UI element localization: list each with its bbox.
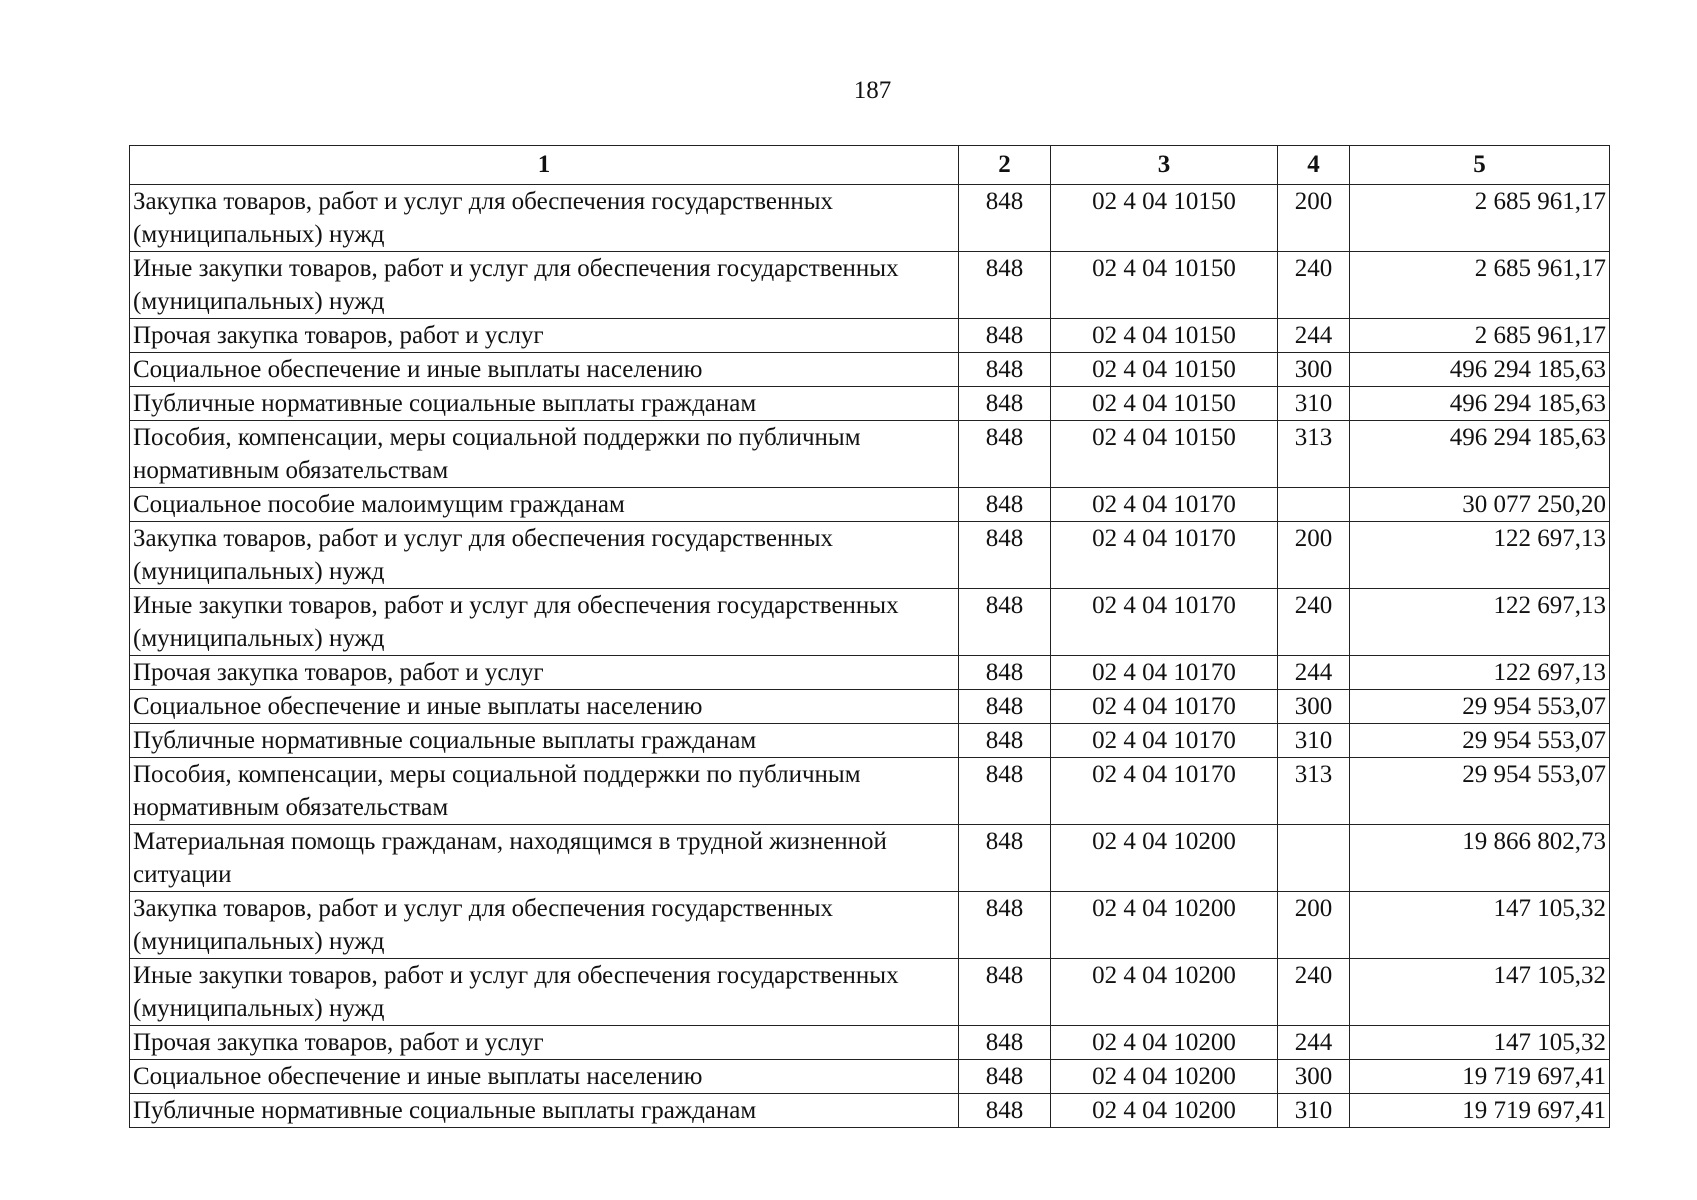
row-name-cell: Иные закупки товаров, работ и услуг для обеспечения государственных (муниципальных) нужд xyxy=(130,589,959,656)
row-amount-cell: 122 697,13 xyxy=(1350,656,1610,690)
row-name-cell: Прочая закупка товаров, работ и услуг xyxy=(130,319,959,353)
row-csr-cell: 02 4 04 10150 xyxy=(1051,421,1278,488)
row-name-cell: Пособия, компенсации, меры социальной поддержки по публичным нормативным обязательствам xyxy=(130,758,959,825)
row-csr-cell: 02 4 04 10150 xyxy=(1051,353,1278,387)
row-name-cell: Публичные нормативные социальные выплаты гражданам xyxy=(130,387,959,421)
row-code-cell: 848 xyxy=(959,758,1051,825)
budget-table xyxy=(129,145,1610,1128)
table-row xyxy=(130,421,1610,488)
row-code-cell: 848 xyxy=(959,387,1051,421)
row-name-cell: Иные закупки товаров, работ и услуг для обеспечения государственных (муниципальных) нужд xyxy=(130,252,959,319)
row-name-cell: Закупка товаров, работ и услуг для обеспечения государственных (муниципальных) нужд xyxy=(130,892,959,959)
row-amount-cell: 19 719 697,41 xyxy=(1350,1094,1610,1128)
table-row xyxy=(130,589,1610,656)
table-row xyxy=(130,892,1610,959)
row-csr-cell: 02 4 04 10150 xyxy=(1051,185,1278,252)
table-row xyxy=(130,252,1610,319)
table-body xyxy=(130,185,1610,1128)
row-vr-cell: 313 xyxy=(1278,421,1350,488)
row-name-cell: Закупка товаров, работ и услуг для обеспечения государственных (муниципальных) нужд xyxy=(130,185,959,252)
row-amount-cell: 2 685 961,17 xyxy=(1350,319,1610,353)
row-vr-cell: 300 xyxy=(1278,1060,1350,1094)
row-amount-cell: 496 294 185,63 xyxy=(1350,421,1610,488)
row-csr-cell: 02 4 04 10150 xyxy=(1051,319,1278,353)
row-name-cell: Социальное пособие малоимущим гражданам xyxy=(130,488,959,522)
row-code-cell: 848 xyxy=(959,1026,1051,1060)
row-code-cell: 848 xyxy=(959,353,1051,387)
row-vr-cell: 200 xyxy=(1278,185,1350,252)
header-col-1: 1 xyxy=(130,146,959,185)
row-amount-cell: 147 105,32 xyxy=(1350,959,1610,1026)
row-name-cell: Публичные нормативные социальные выплаты гражданам xyxy=(130,1094,959,1128)
row-csr-cell: 02 4 04 10200 xyxy=(1051,1094,1278,1128)
row-amount-cell: 19 719 697,41 xyxy=(1350,1060,1610,1094)
row-amount-cell: 19 866 802,73 xyxy=(1350,825,1610,892)
row-name-cell: Пособия, компенсации, меры социальной поддержки по публичным нормативным обязательствам xyxy=(130,421,959,488)
row-csr-cell: 02 4 04 10150 xyxy=(1051,252,1278,319)
row-csr-cell: 02 4 04 10170 xyxy=(1051,589,1278,656)
table-row xyxy=(130,319,1610,353)
row-vr-cell: 300 xyxy=(1278,690,1350,724)
header-col-4: 4 xyxy=(1278,146,1350,185)
row-vr-cell: 244 xyxy=(1278,656,1350,690)
table-row xyxy=(130,656,1610,690)
row-amount-cell: 122 697,13 xyxy=(1350,522,1610,589)
header-row xyxy=(130,146,1610,185)
row-amount-cell: 496 294 185,63 xyxy=(1350,387,1610,421)
page-number: 187 xyxy=(853,77,892,104)
row-vr-cell xyxy=(1278,825,1350,892)
row-vr-cell: 313 xyxy=(1278,758,1350,825)
row-vr-cell: 200 xyxy=(1278,892,1350,959)
row-csr-cell: 02 4 04 10200 xyxy=(1051,1060,1278,1094)
table-row xyxy=(130,488,1610,522)
table-row xyxy=(130,185,1610,252)
header-col-2: 2 xyxy=(959,146,1051,185)
row-csr-cell: 02 4 04 10150 xyxy=(1051,387,1278,421)
row-csr-cell: 02 4 04 10200 xyxy=(1051,892,1278,959)
row-csr-cell: 02 4 04 10170 xyxy=(1051,690,1278,724)
header-col-3: 3 xyxy=(1051,146,1278,185)
row-csr-cell: 02 4 04 10170 xyxy=(1051,522,1278,589)
row-code-cell: 848 xyxy=(959,825,1051,892)
row-csr-cell: 02 4 04 10200 xyxy=(1051,959,1278,1026)
row-code-cell: 848 xyxy=(959,421,1051,488)
row-name-cell: Социальное обеспечение и иные выплаты населению xyxy=(130,1060,959,1094)
table-row xyxy=(130,825,1610,892)
row-vr-cell: 240 xyxy=(1278,252,1350,319)
row-vr-cell: 200 xyxy=(1278,522,1350,589)
row-vr-cell: 244 xyxy=(1278,319,1350,353)
row-csr-cell: 02 4 04 10200 xyxy=(1051,825,1278,892)
row-vr-cell: 244 xyxy=(1278,1026,1350,1060)
header-col-5: 5 xyxy=(1350,146,1610,185)
row-csr-cell: 02 4 04 10170 xyxy=(1051,758,1278,825)
table-row xyxy=(130,758,1610,825)
table-row xyxy=(130,353,1610,387)
row-code-cell: 848 xyxy=(959,1094,1051,1128)
row-name-cell: Прочая закупка товаров, работ и услуг xyxy=(130,656,959,690)
row-name-cell: Прочая закупка товаров, работ и услуг xyxy=(130,1026,959,1060)
row-vr-cell xyxy=(1278,488,1350,522)
row-csr-cell: 02 4 04 10170 xyxy=(1051,488,1278,522)
table-row xyxy=(130,1060,1610,1094)
row-amount-cell: 2 685 961,17 xyxy=(1350,185,1610,252)
row-code-cell: 848 xyxy=(959,252,1051,319)
row-amount-cell: 496 294 185,63 xyxy=(1350,353,1610,387)
row-code-cell: 848 xyxy=(959,959,1051,1026)
row-amount-cell: 147 105,32 xyxy=(1350,892,1610,959)
row-vr-cell: 310 xyxy=(1278,724,1350,758)
row-name-cell: Закупка товаров, работ и услуг для обеспечения государственных (муниципальных) нужд xyxy=(130,522,959,589)
row-code-cell: 848 xyxy=(959,522,1051,589)
row-amount-cell: 29 954 553,07 xyxy=(1350,724,1610,758)
row-amount-cell: 30 077 250,20 xyxy=(1350,488,1610,522)
row-code-cell: 848 xyxy=(959,724,1051,758)
row-amount-cell: 29 954 553,07 xyxy=(1350,690,1610,724)
row-vr-cell: 300 xyxy=(1278,353,1350,387)
row-name-cell: Социальное обеспечение и иные выплаты населению xyxy=(130,353,959,387)
row-vr-cell: 240 xyxy=(1278,589,1350,656)
row-csr-cell: 02 4 04 10200 xyxy=(1051,1026,1278,1060)
row-code-cell: 848 xyxy=(959,589,1051,656)
row-name-cell: Материальная помощь гражданам, находящимся в трудной жизненной ситуации xyxy=(130,825,959,892)
row-code-cell: 848 xyxy=(959,185,1051,252)
table-header xyxy=(130,146,1610,185)
row-amount-cell: 29 954 553,07 xyxy=(1350,758,1610,825)
row-code-cell: 848 xyxy=(959,892,1051,959)
table-row xyxy=(130,387,1610,421)
row-vr-cell: 310 xyxy=(1278,387,1350,421)
row-amount-cell: 122 697,13 xyxy=(1350,589,1610,656)
row-name-cell: Иные закупки товаров, работ и услуг для обеспечения государственных (муниципальных) нужд xyxy=(130,959,959,1026)
row-name-cell: Публичные нормативные социальные выплаты гражданам xyxy=(130,724,959,758)
table-row xyxy=(130,1026,1610,1060)
row-csr-cell: 02 4 04 10170 xyxy=(1051,724,1278,758)
row-vr-cell: 240 xyxy=(1278,959,1350,1026)
table-row xyxy=(130,690,1610,724)
table-row xyxy=(130,522,1610,589)
table-row xyxy=(130,724,1610,758)
row-code-cell: 848 xyxy=(959,488,1051,522)
row-code-cell: 848 xyxy=(959,656,1051,690)
row-amount-cell: 2 685 961,17 xyxy=(1350,252,1610,319)
row-code-cell: 848 xyxy=(959,319,1051,353)
row-vr-cell: 310 xyxy=(1278,1094,1350,1128)
row-csr-cell: 02 4 04 10170 xyxy=(1051,656,1278,690)
table-row xyxy=(130,1094,1610,1128)
row-name-cell: Социальное обеспечение и иные выплаты населению xyxy=(130,690,959,724)
row-code-cell: 848 xyxy=(959,690,1051,724)
table-row xyxy=(130,959,1610,1026)
row-code-cell: 848 xyxy=(959,1060,1051,1094)
row-amount-cell: 147 105,32 xyxy=(1350,1026,1610,1060)
